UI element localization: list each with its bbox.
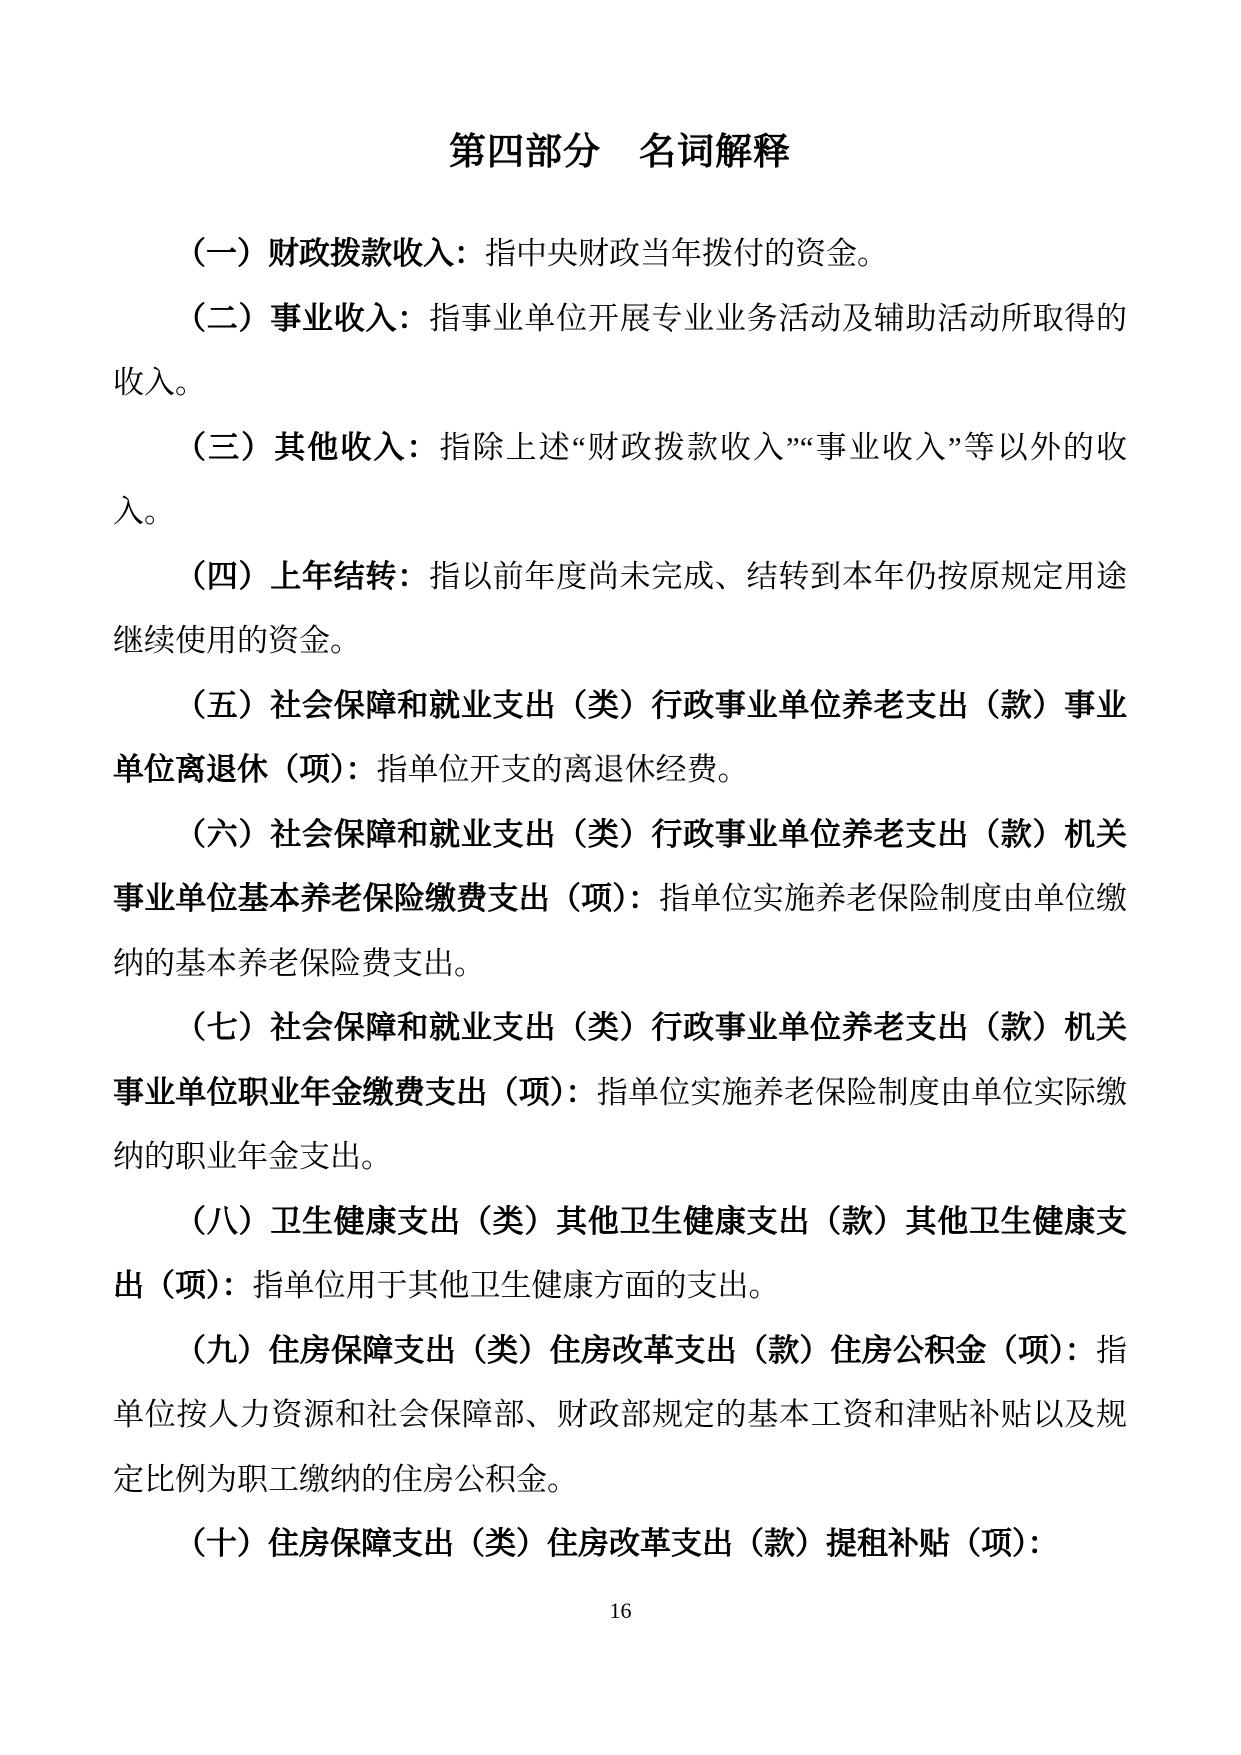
definition-text: 指单位按人力资源和社会保障部、财政部规定的基本工资和津贴补贴以及规定比例为职工缴纳的住房公积金。 — [113, 1332, 1127, 1497]
glossary-body — [113, 222, 1127, 1577]
glossary-paragraph-4 — [113, 545, 1127, 674]
term-label: （二）事业收入： — [175, 300, 430, 336]
page-number: 16 — [609, 1598, 632, 1623]
glossary-paragraph-7 — [113, 996, 1127, 1190]
glossary-paragraph-10 — [113, 1512, 1127, 1577]
definition-text: 指单位用于其他卫生健康方面的支出。 — [252, 1268, 780, 1303]
glossary-paragraph-1 — [113, 222, 1127, 287]
definition-text: 指以前年度尚未完成、结转到本年仍按原规定用途继续使用的资金。 — [113, 558, 1128, 658]
term-label: （八）卫生健康支出（类）其他卫生健康支出（款）其他卫生健康支出（项）： — [113, 1203, 1127, 1303]
glossary-paragraph-6 — [113, 803, 1127, 997]
term-label: （六）社会保障和就业支出（类）行政事业单位养老支出（款）机关事业单位基本养老保险缴费支出（项）： — [113, 816, 1127, 916]
definition-text: 指中央财政当年拨付的资金。 — [485, 236, 888, 271]
term-label: （十）住房保障支出（类）住房改革支出（款）提租补贴（项）： — [175, 1526, 1059, 1561]
glossary-paragraph-8 — [113, 1190, 1127, 1319]
term-label: （九）住房保障支出（类）住房改革支出（款）住房公积金（项）： — [175, 1332, 1096, 1368]
glossary-paragraph-5 — [113, 674, 1127, 803]
term-label: （四）上年结转： — [175, 558, 430, 594]
definition-text: 指单位开支的离退休经费。 — [376, 752, 749, 787]
definition-text: 指事业单位开展专业业务活动及辅助活动所取得的收入。 — [113, 300, 1128, 400]
term-label: （五）社会保障和就业支出（类）行政事业单位养老支出（款）事业单位离退休（项）： — [113, 687, 1127, 787]
glossary-paragraph-3 — [113, 416, 1127, 545]
term-label: （三）其他收入： — [175, 429, 440, 465]
glossary-paragraph-9 — [113, 1319, 1127, 1513]
term-label: （一）财政拨款收入： — [175, 236, 485, 271]
term-label: （七）社会保障和就业支出（类）行政事业单位养老支出（款）机关事业单位职业年金缴费支出（项）： — [113, 1010, 1127, 1110]
glossary-paragraph-2 — [113, 287, 1127, 416]
definition-text: 指单位实施养老保险制度由单位缴纳的基本养老保险费支出。 — [113, 881, 1127, 981]
definition-text: 指单位实施养老保险制度由单位实际缴纳的职业年金支出。 — [113, 1074, 1127, 1174]
page-title: 第四部分 名词解释 — [449, 131, 791, 172]
definition-text: 指除上述“财政拨款收入”“事业收入”等以外的收入。 — [113, 429, 1127, 529]
